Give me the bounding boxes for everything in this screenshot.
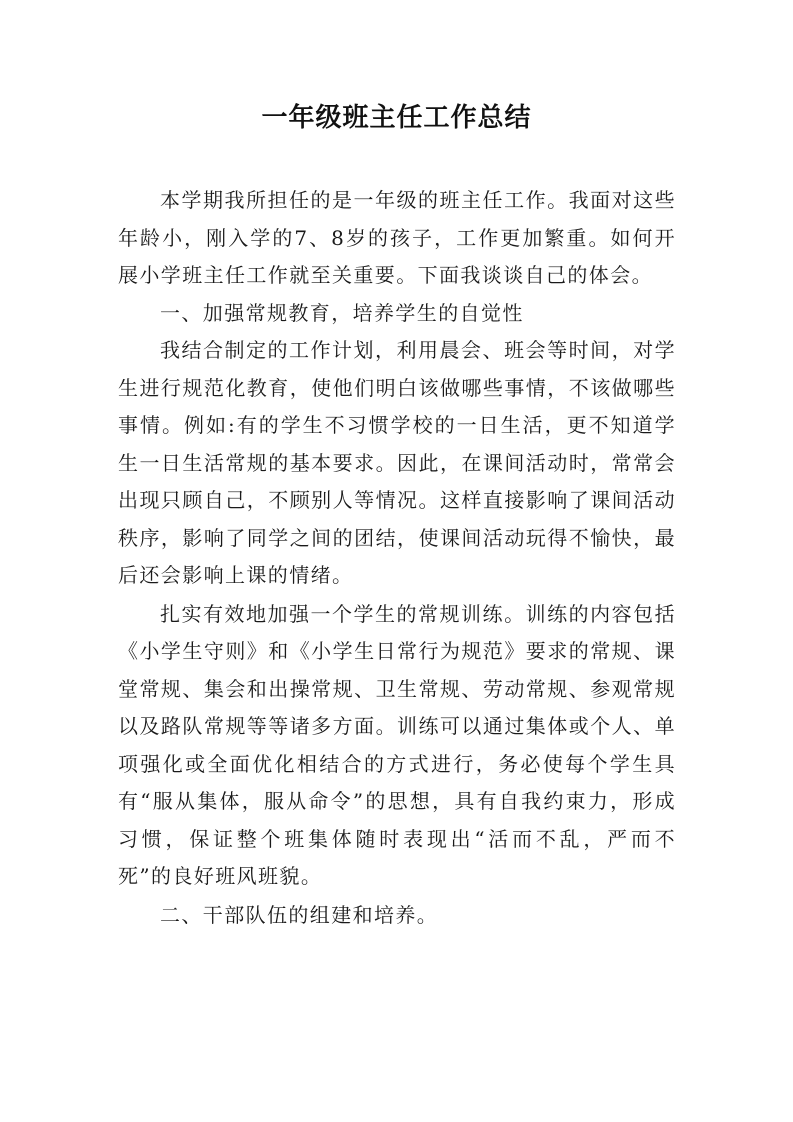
paragraph-routine-education: 我结合制定的工作计划，利用晨会、班会等时间，对学生进行规范化教育，使他们明白该做哪些事情，不该做哪些事情。例如:有的学生不习惯学校的一日生活，更不知道学生一日生活常规的基本要求。因此，在课间活动时，常常会出现只顾自己，不顾别人等情况。这样直接影响了课间活动秩序，影响了同学之间的团结，使课间活动玩得不愉快，最后还会影响上课的情绪。 xyxy=(118,338,676,587)
paragraph-intro: 本学期我所担任的是一年级的班主任工作。我面对这些年龄小，刚入学的7、8岁的孩子，工作更加繁重。如何开展小学班主任工作就至关重要。下面我谈谈自己的体会。 xyxy=(118,188,676,287)
document-title: 一年级班主任工作总结 xyxy=(261,103,532,133)
section-heading-1: 一、加强常规教育，培养学生的自觉性 xyxy=(160,300,524,325)
section-heading-2: 二、干部队伍的组建和培养。 xyxy=(160,902,439,927)
document-body xyxy=(118,182,676,934)
paragraph-routine-training: 扎实有效地加强一个学生的常规训练。训练的内容包括《小学生守则》和《小学生日常行为规范》要求的常规、课堂常规、集会和出操常规、卫生常规、劳动常规、参观常规以及路队常规等等诸多方面。训练可以通过集体或个人、单项强化或全面优化相结合的方式进行，务必使每个学生具有“服从集体，服从命令”的思想，具有自我约束力，形成习惯，保证整个班集体随时表现出“活而不乱，严而不死”的良好班风班貌。 xyxy=(118,601,676,888)
